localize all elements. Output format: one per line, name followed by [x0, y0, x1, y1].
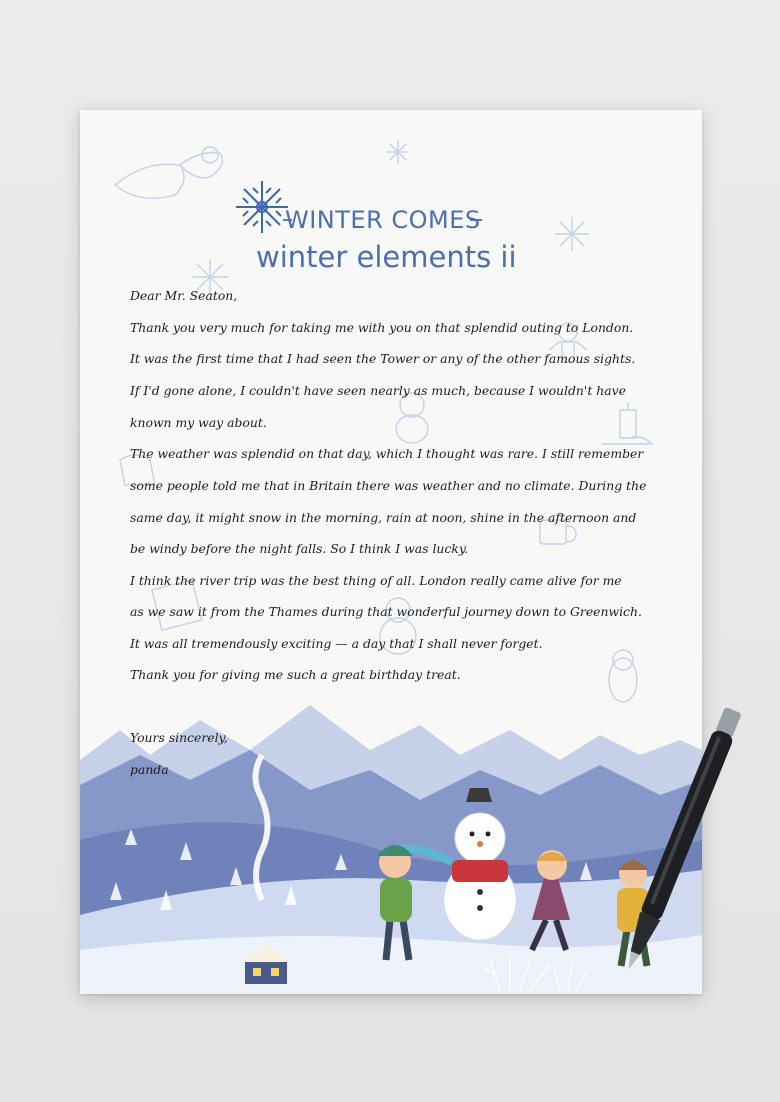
letter-line: some people told me that in Britain there was weather and no climate. During the — [130, 478, 647, 493]
letter-line: It was the first time that I had seen the Tower or any of the other famous sights. — [130, 351, 636, 366]
salutation: Dear Mr. Seaton, — [130, 288, 238, 303]
snowflake-icon — [236, 181, 288, 233]
letter-line: Thank you for giving me such a great birthday treat. — [130, 667, 461, 682]
letter-line: known my way about. — [130, 415, 267, 430]
letter-line: be windy before the night falls. So I think I was lucky. — [130, 541, 469, 556]
closing: Yours sincerely, — [130, 730, 228, 745]
goggles-icon — [115, 147, 222, 198]
page-subtitle: winter elements ii — [256, 240, 517, 274]
letter-line: as we saw it from the Thames during that wonderful journey down to Greenwich. — [130, 604, 642, 619]
snowflake-outline-icon — [555, 217, 589, 251]
snowflake-outline-icon — [387, 141, 409, 163]
letter-line: Thank you very much for taking me with you on that splendid outing to London. — [130, 320, 634, 335]
signature: panda — [130, 762, 169, 777]
letter-line: same day, it might snow in the morning, rain at noon, shine in the afternoon and — [130, 510, 637, 525]
penguin-doodle-icon — [609, 650, 637, 702]
letter-line: I think the river trip was the best thing of all. London really came alive for me — [130, 573, 622, 588]
letter-line: The weather was splendid on that day, which I thought was rare. I still remember — [130, 446, 644, 461]
candle-icon — [602, 402, 652, 444]
letter-line: If I'd gone alone, I couldn't have seen nearly as much, because I wouldn't have — [130, 383, 626, 398]
page-title: WINTER COMES — [285, 206, 481, 234]
bear-doodle-icon — [396, 393, 428, 443]
pen-icon — [600, 700, 760, 990]
letter-line: It was all tremendously exciting — a day that I shall never forget. — [130, 636, 543, 651]
